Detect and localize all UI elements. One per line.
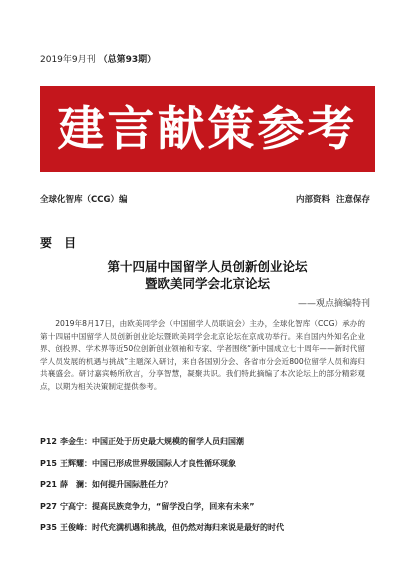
toc-title: 提高民族竞争力，“留学没白学，回来有未来” <box>92 501 255 511</box>
internal-label: 内部资料 <box>295 195 330 205</box>
title-banner <box>40 86 375 172</box>
toc-title: 时代充满机遇和挑战，但仍然对海归来说是最好的时代 <box>92 523 284 532</box>
toc-speaker: 王俊峰 <box>60 523 84 532</box>
toc-speaker: 薛 澜 <box>60 480 84 489</box>
feature-subtitle: ——观点摘编特刊 <box>297 299 370 309</box>
toc-item[interactable]: P12 李金生：中国正处于历史最大规模的留学人员归国潮 <box>40 437 244 446</box>
toc-speaker: 宁高宁 <box>60 501 84 511</box>
toc-page-number: P35 <box>40 523 57 532</box>
toc-title: 如何提升国际胜任力？ <box>92 480 172 489</box>
toc-list <box>40 436 375 544</box>
keep-label: 注意保存 <box>335 195 370 205</box>
intro-paragraph: 2019年8月17日，由欧美同学会（中国留学人员联谊会）主办，全球化智库（CCG）承办的第十四届中国留学人员创新创业论坛暨欧美同学会北京论坛在京成功举行。来自国内外知名企业界、创投界、学术界等近50位创新创业领袖和专家、学者围绕“新中国成立七十周年——新时代留学人员发展的机遇与挑战”主题深入研讨，来自各国别分会、各省市分会近800位留学人员和海归共襄盛会。研讨嘉宾畅所欣言，分享智慧，凝聚共识。我们特此摘编了本次论坛上的部分精彩观点，以期为相关决策制定提供参考。 <box>40 319 365 391</box>
toc-item[interactable]: P15 王辉耀：中国已形成世界级国际人才良性循环现象 <box>40 458 236 468</box>
toc-item[interactable]: P35 王俊峰：时代充满机遇和挑战，但仍然对海归来说是最好的时代 <box>40 523 284 532</box>
feature-headline <box>40 258 375 292</box>
toc-page-number: P12 <box>40 437 57 446</box>
toc-speaker: 王辉耀 <box>60 458 84 468</box>
publisher-line: 全球化智库（CCG）编 <box>40 195 128 205</box>
toc-item[interactable]: P21 薛 澜：如何提升国际胜任力？ <box>40 480 172 489</box>
confidentiality-notice <box>296 193 370 205</box>
issue-number: （总第93期） <box>98 55 157 65</box>
toc-page-number: P27 <box>40 501 57 511</box>
publication-title: 建言献策参考 <box>57 101 358 157</box>
toc-title: 中国已形成世界级国际人才良性循环现象 <box>92 458 236 468</box>
issue-date: 2019年9月刊 <box>40 55 96 65</box>
toc-page-number: P15 <box>40 458 57 468</box>
toc-speaker: 李金生 <box>60 437 84 446</box>
headline-line-1: 第十四届中国留学人员创新创业论坛 <box>107 259 308 274</box>
issue-info <box>40 52 156 65</box>
toc-title: 中国正处于历史最大规模的留学人员归国潮 <box>92 437 244 446</box>
toc-heading: 要 目 <box>40 236 81 250</box>
toc-item[interactable]: P27 宁高宁：提高民族竞争力，“留学没白学，回来有未来” <box>40 501 255 511</box>
toc-page-number: P21 <box>40 480 57 489</box>
headline-line-2: 暨欧美同学会北京论坛 <box>144 276 270 291</box>
